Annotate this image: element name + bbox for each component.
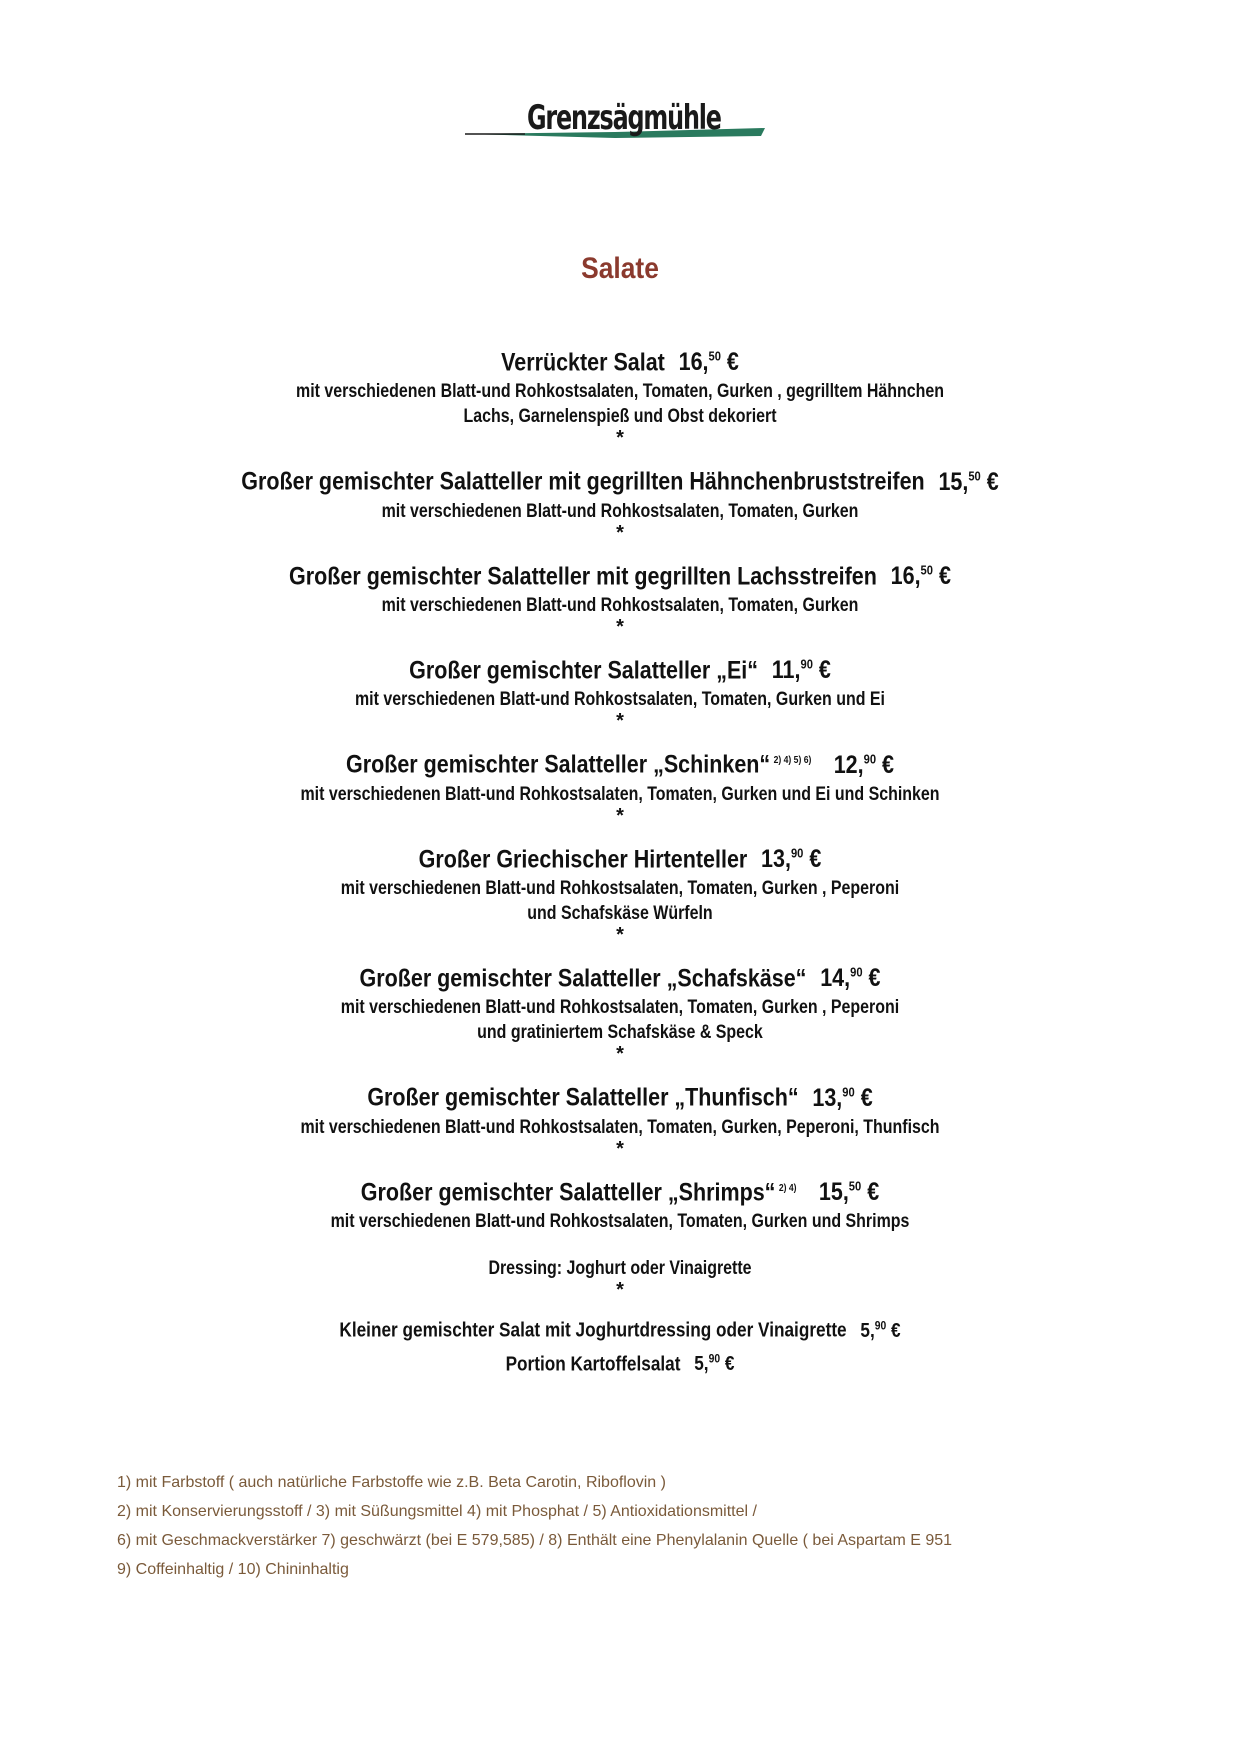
logo <box>465 98 765 168</box>
item-description: mit verschiedenen Blatt-und Rohkostsalaten, Tomaten, Gurken und Shrimps <box>330 1210 910 1232</box>
item-name-line <box>87 554 1153 593</box>
item-price: 11,90 € <box>771 656 831 685</box>
item-price: 15,50 € <box>818 1177 880 1206</box>
item-description: Lachs, Garnelenspieß und Obst dekoriert <box>463 406 777 428</box>
item-allergens: 2) 4) <box>778 1182 797 1194</box>
item-name: Großer gemischter Salatteller „Schafskäse“ <box>359 964 807 993</box>
logo-text: Grenzsägmühle <box>527 98 721 138</box>
menu-item <box>0 554 1240 638</box>
separator: * <box>616 521 624 544</box>
item-name-line <box>87 1170 1153 1209</box>
extra-item: Portion Kartoffelsalat 5,90 € <box>505 1351 735 1376</box>
item-description: mit verschiedenen Blatt-und Rohkostsalaten, Tomaten, Gurken , Peperoni <box>340 997 900 1019</box>
item-price: 13,90 € <box>761 844 822 873</box>
menu-item <box>0 742 1240 826</box>
separator: * <box>616 615 624 638</box>
menu-list <box>0 340 1240 1378</box>
item-name: Großer gemischter Salatteller „Ei“ <box>409 656 759 685</box>
separator: * <box>616 923 624 946</box>
dressing-text: Dressing: Joghurt oder Vinaigrette <box>488 1257 752 1279</box>
item-name-line <box>87 956 1153 995</box>
menu-item <box>0 956 1240 1065</box>
separator: * <box>616 1278 624 1301</box>
item-description: mit verschiedenen Blatt-und Rohkostsalaten, Tomaten, Gurken, Peperoni, Thunfisch <box>300 1116 940 1138</box>
item-price: 14,90 € <box>820 964 881 993</box>
item-description: mit verschiedenen Blatt-und Rohkostsalaten, Tomaten, Gurken und Ei und Schinken <box>300 783 940 805</box>
item-name: Großer gemischter Salatteller „Shrimps“ <box>360 1177 776 1206</box>
menu-item <box>0 459 1240 543</box>
item-name: Verrückter Salat <box>501 348 665 377</box>
separator: * <box>616 1137 624 1160</box>
menu-item <box>0 648 1240 732</box>
item-name-line <box>87 648 1153 687</box>
item-name: Großer gemischter Salatteller mit gegrillten Hähnchenbruststreifen <box>241 467 925 496</box>
item-name-line <box>87 1075 1153 1114</box>
page-title: Salate <box>581 252 659 285</box>
item-description: mit verschiedenen Blatt-und Rohkostsalaten, Tomaten, Gurken , gegrilltem Hähnchen <box>296 381 944 403</box>
item-name: Großer gemischter Salatteller mit gegrillten Lachsstreifen <box>289 561 877 590</box>
footnotes <box>117 1468 952 1584</box>
item-description: und gratiniertem Schafskäse & Speck <box>477 1022 763 1044</box>
extras <box>0 1311 1240 1378</box>
menu-item <box>0 1075 1240 1159</box>
item-name: Großer gemischter Salatteller „Schinken“ <box>345 750 771 779</box>
separator: * <box>616 427 624 450</box>
item-description: mit verschiedenen Blatt-und Rohkostsalaten, Tomaten, Gurken , Peperoni <box>340 877 900 899</box>
item-name-line <box>87 340 1153 379</box>
item-description: mit verschiedenen Blatt-und Rohkostsalaten, Tomaten, Gurken und Ei <box>354 689 886 711</box>
item-price: 13,90 € <box>812 1083 873 1112</box>
item-description: mit verschiedenen Blatt-und Rohkostsalaten, Tomaten, Gurken <box>381 500 859 522</box>
separator: * <box>616 804 624 827</box>
menu-item <box>0 837 1240 946</box>
item-price: 12,90 € <box>833 750 895 779</box>
separator: * <box>616 710 624 733</box>
item-allergens: 2) 4) 5) 6) <box>773 755 812 767</box>
footnote-line: 1) mit Farbstoff ( auch natürliche Farbstoffe wie z.B. Beta Carotin, Riboflovin ) <box>117 1474 666 1491</box>
item-name-line <box>87 742 1153 781</box>
footnote-line: 2) mit Konservierungsstoff / 3) mit Süßungsmittel 4) mit Phosphat / 5) Antioxidationsmittel / <box>117 1503 757 1520</box>
item-description: mit verschiedenen Blatt-und Rohkostsalaten, Tomaten, Gurken <box>381 594 859 616</box>
item-name: Großer gemischter Salatteller „Thunfisch“ <box>367 1083 799 1112</box>
separator: * <box>616 1043 624 1066</box>
item-name-line <box>87 459 1153 498</box>
item-price: 16,50 € <box>890 561 951 590</box>
footnote-line: 9) Coffeinhaltig / 10) Chininhaltig <box>117 1561 349 1578</box>
item-price: 15,50 € <box>938 467 999 496</box>
menu-item <box>0 1170 1240 1234</box>
item-description: und Schafskäse Würfeln <box>527 902 713 924</box>
extra-item: Kleiner gemischter Salat mit Joghurtdressing oder Vinaigrette 5,90 € <box>339 1317 901 1342</box>
footnote-line: 6) mit Geschmackverstärker 7) geschwärzt (bei E 579,585) / 8) Enthält eine Phenylalanin Quelle ( bei Aspartam E 951 <box>117 1532 953 1549</box>
dressing-info <box>0 1256 1240 1301</box>
item-price: 16,50 € <box>678 348 739 377</box>
item-name-line <box>87 837 1153 876</box>
item-name: Großer Griechischer Hirtenteller <box>418 844 748 873</box>
menu-item <box>0 340 1240 449</box>
